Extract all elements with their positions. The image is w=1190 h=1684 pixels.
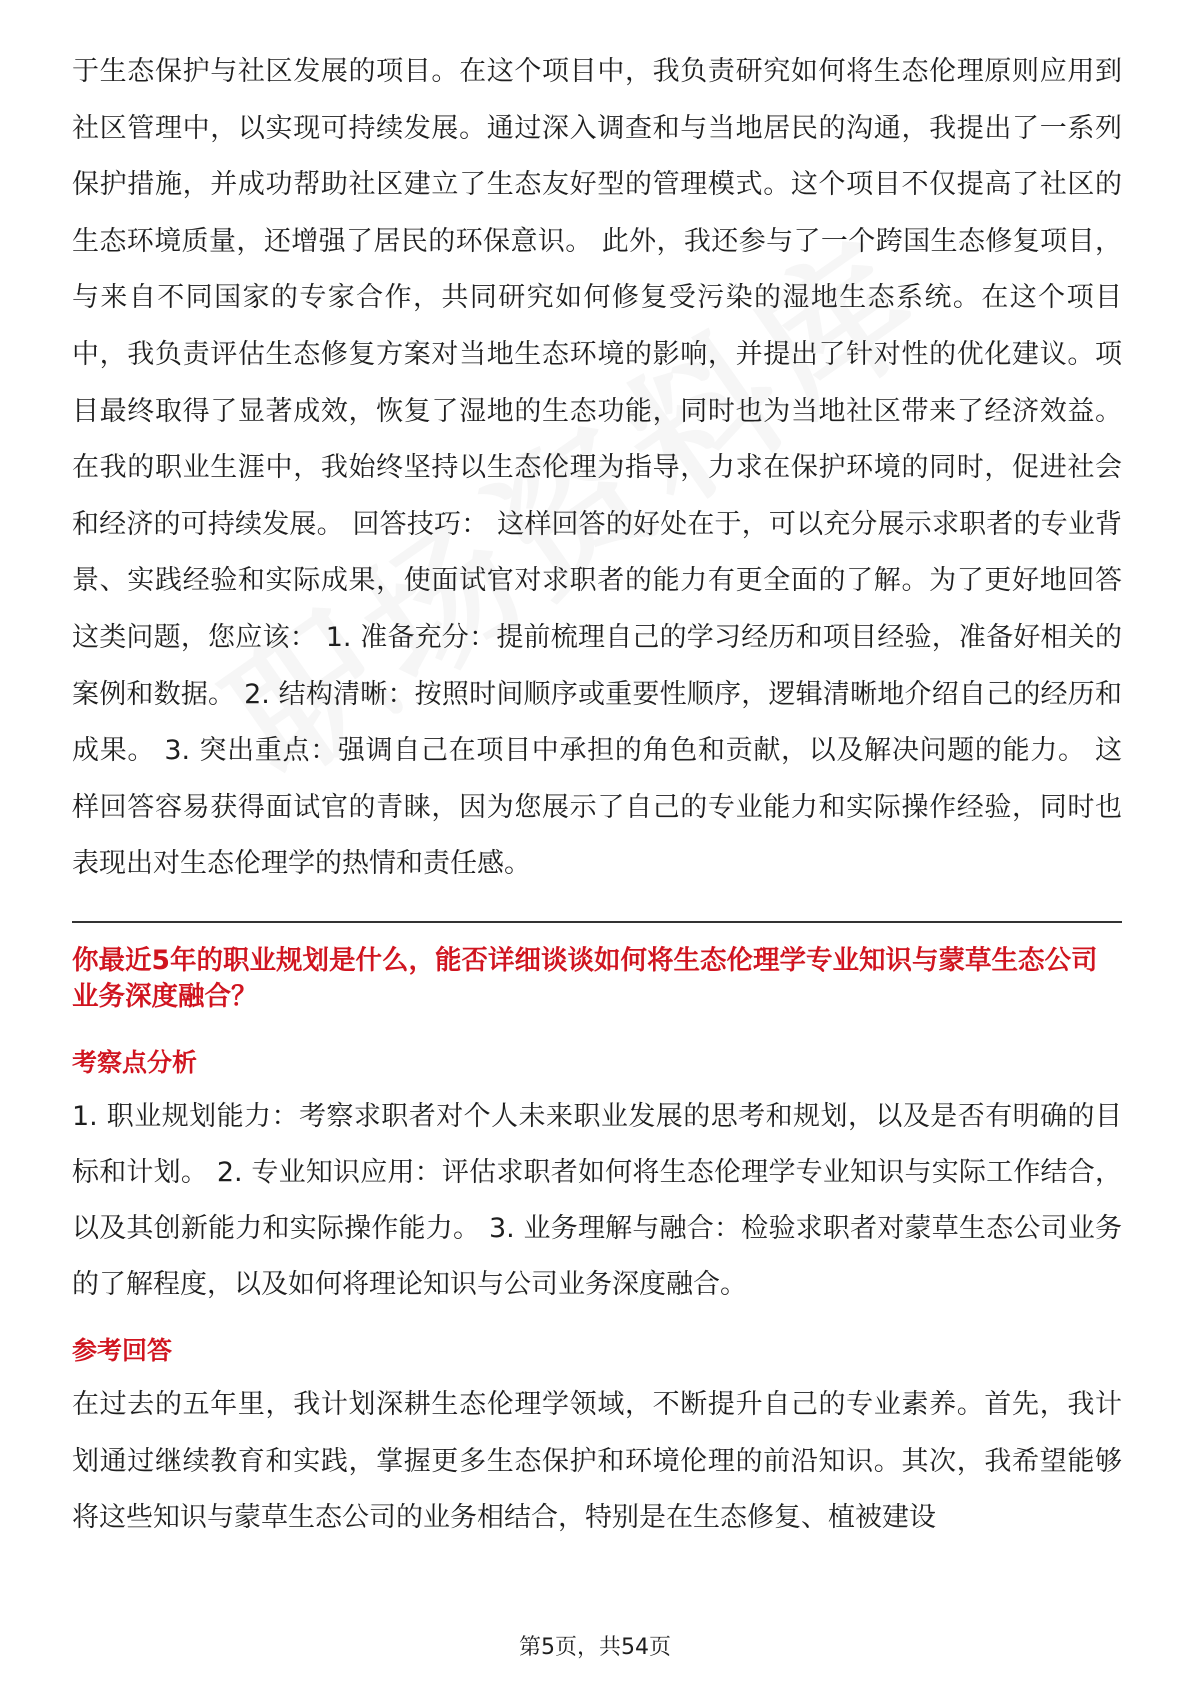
- question-heading: 你最近5年的职业规划是什么，能否详细谈谈如何将生态伦理学专业知识与蒙草生态公司业务深度融合？: [72, 944, 1098, 1012]
- section-divider: [72, 921, 1122, 923]
- answer-title: 参考回答: [72, 1335, 173, 1365]
- answer-body: 在过去的五年里，我计划深耕生态伦理学领域，不断提升自己的专业素养。首先，我计划通过继续教育和实践，掌握更多生态保护和环境伦理的前沿知识。其次，我希望能够将这些知识与蒙草生态公司的业务相结合，特别是在生态修复、植被建设: [72, 1388, 1122, 1534]
- analysis-body: 1. 职业规划能力：考察求职者对个人未来职业发展的思考和规划，以及是否有明确的目标和计划。 2. 专业知识应用：评估求职者如何将生态伦理学专业知识与实际工作结合，以及其创新能力和实际操作能力。 3. 业务理解与融合：检验求职者对蒙草生态公司业务的了解程度，以及如何将理论知识与公司业务深度融合。: [72, 1100, 1122, 1300]
- intro-paragraph: 于生态保护与社区发展的项目。在这个项目中，我负责研究如何将生态伦理原则应用到社区管理中，以实现可持续发展。通过深入调查和与当地居民的沟通，我提出了一系列保护措施，并成功帮助社区建立了生态友好型的管理模式。这个项目不仅提高了社区的生态环境质量，还增强了居民的环保意识。 此外，我还参与了一个跨国生态修复项目，与来自不同国家的专家合作，共同研究如何修复受污染的湿地生态系统。在这个项目中，我负责评估生态修复方案对当地生态环境的影响，并提出了针对性的优化建议。项目最终取得了显著成效，恢复了湿地的生态功能，同时也为当地社区带来了经济效益。 在我的职业生涯中，我始终坚持以生态伦理为指导，力求在保护环境的同时，促进社会和经济的可持续发展。 回答技巧： 这样回答的好处在于，可以充分展示求职者的专业背景、实践经验和实际成果，使面试官对求职者的能力有更全面的了解。为了更好地回答这类问题，您应该： 1. 准备充分：提前梳理自己的学习经历和项目经验，准备好相关的案例和数据。 2. 结构清晰：按照时间顺序或重要性顺序，逻辑清晰地介绍自己的经历和成果。 3. 突出重点：强调自己在项目中承担的角色和贡献，以及解决问题的能力。 这样回答容易获得面试官的青睐，因为您展示了自己的专业能力和实际操作经验，同时也表现出对生态伦理学的热情和责任感。: [72, 56, 1122, 880]
- analysis-title: 考察点分析: [72, 1047, 198, 1077]
- page-content: [72, 44, 1122, 1547]
- page-number: 第5页，共54页: [519, 1635, 671, 1660]
